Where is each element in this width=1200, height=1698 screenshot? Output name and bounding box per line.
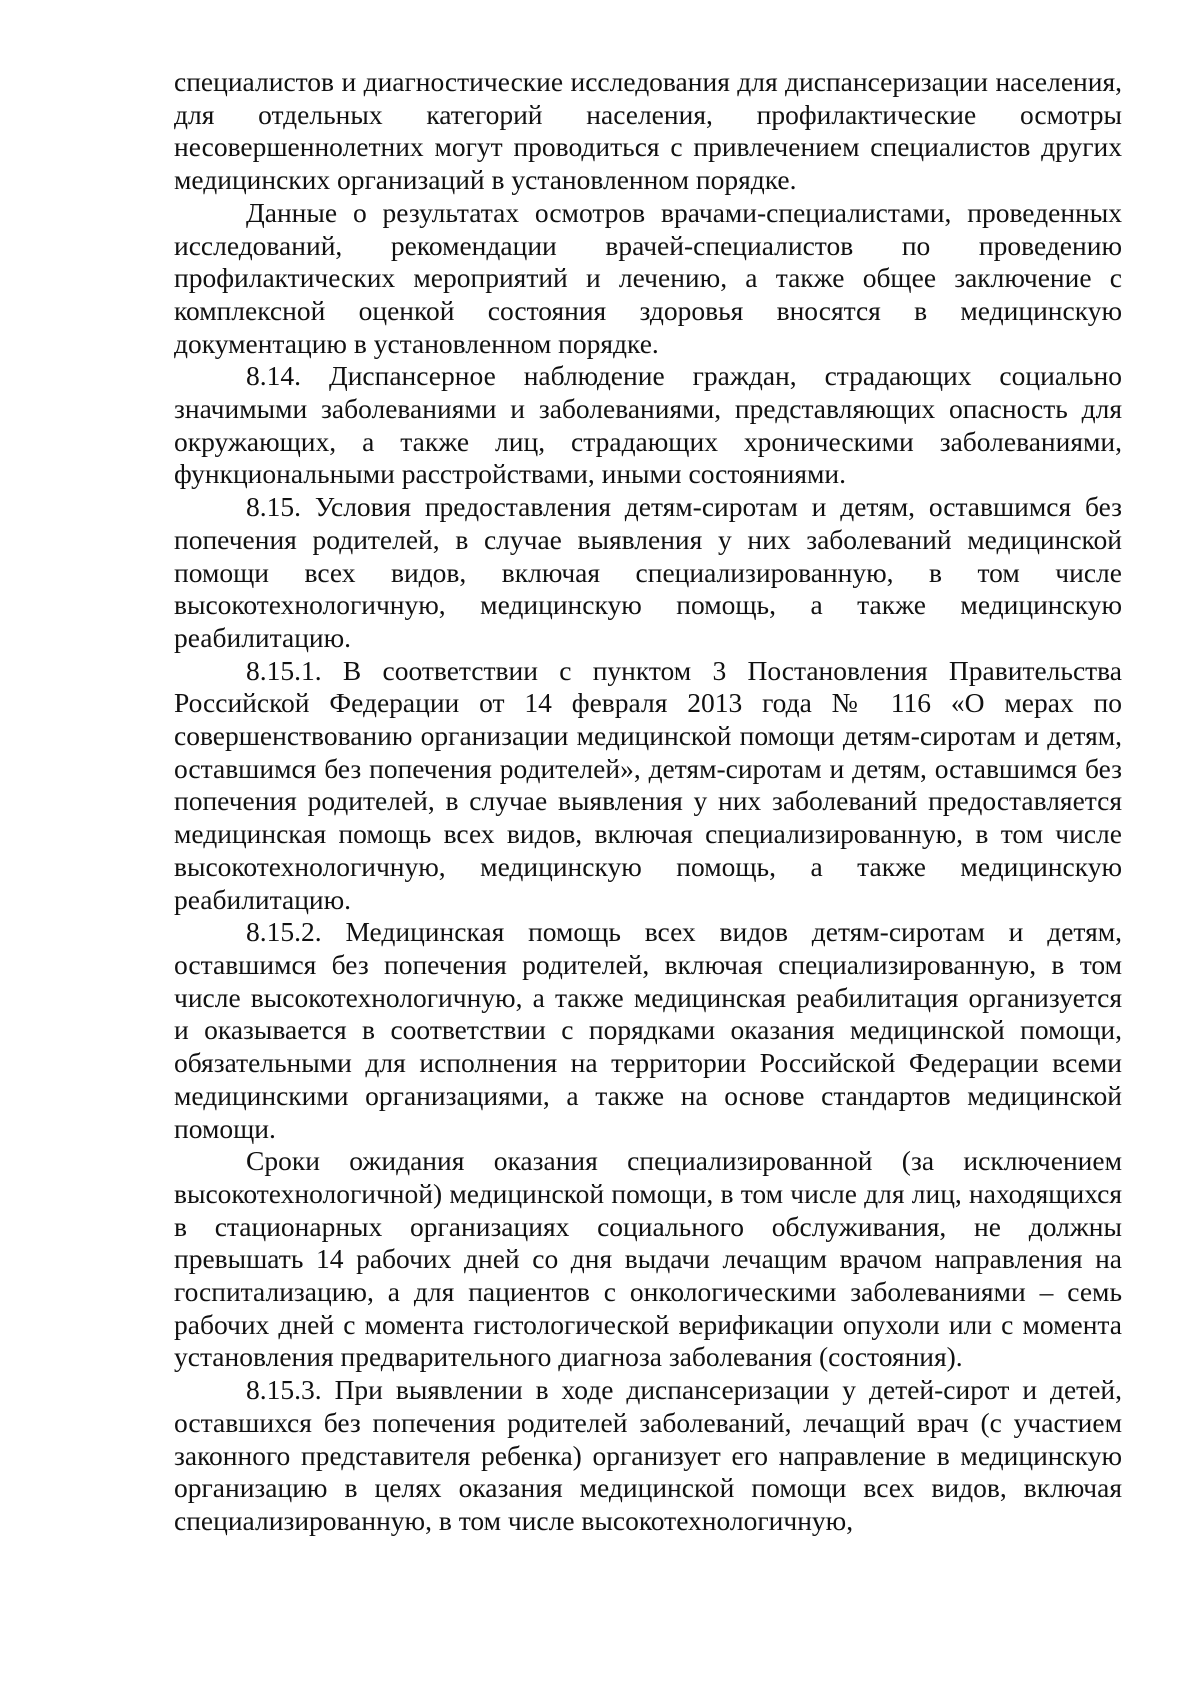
document-page [174, 66, 1122, 1538]
paragraph-examination-results: Данные о результатах осмотров врачами-специалистами, проведенных исследований, рекомендации врачей-специалистов по проведению профилактических мероприятий и лечению, а также общее заключение с комплексной оценкой состояния здоровья вносятся в медицинскую документацию в установленном порядке. [174, 196, 1122, 359]
paragraph-8-15-3: 8.15.3. При выявлении в ходе диспансеризации у детей-сирот и детей, оставшихся без попечения родителей заболеваний, лечащий врач (с участием законного представителя ребенка) организует его направление в медицинскую организацию в целях оказания медицинской помощи всех видов, включая специализированную, в том числе высокотехнологичную, [174, 1374, 1122, 1536]
paragraph-8-15: 8.15. Условия предоставления детям-сиротам и детям, оставшимся без попечения родителей, в случае выявления у них заболеваний медицинской помощи всех видов, включая специализированную, в том числе высокотехнологичную, медицинскую помощь, а также медицинскую реабилитацию. [174, 491, 1122, 653]
paragraph-waiting-periods: Сроки ожидания оказания специализированной (за исключением высокотехнологичной) медицинской помощи, в том числе для лиц, находящихся в стационарных организациях социального обслуживания, не должны превышать 14 рабочих дней со дня выдачи лечащим врачом направления на госпитализацию, а для пациентов с онкологическими заболеваниями – семь рабочих дней с момента гистологической верификации опухоли или с момента установления предварительного диагноза заболевания (состояния). [174, 1145, 1122, 1373]
paragraph-continuation: специалистов и диагностические исследования для диспансеризации населения, для отдельных категорий населения, профилактические осмотры несовершеннолетних могут проводиться с привлечением специалистов других медицинских организаций в установленном порядке. [174, 66, 1122, 196]
paragraph-8-14: 8.14. Диспансерное наблюдение граждан, страдающих социально значимыми заболеваниями и заболеваниями, представляющих опасность для окружающих, а также лиц, страдающих хроническими заболеваниями, функциональными расстройствами, иными состояниями. [174, 360, 1122, 490]
paragraph-8-15-1: 8.15.1. В соответствии с пунктом 3 Постановления Правительства Российской Федерации от 14 февраля 2013 года № 116 «О мерах по совершенствованию организации медицинской помощи детям-сиротам и детям, оставшимся без попечения родителей», детям-сиротам и детям, оставшимся без попечения родителей, в случае выявления у них заболеваний предоставляется медицинская помощь всех видов, включая специализированную, в том числе высокотехнологичную, медицинскую помощь, а также медицинскую реабилитацию. [174, 654, 1122, 915]
paragraph-8-15-2: 8.15.2. Медицинская помощь всех видов детям-сиротам и детям, оставшимся без попечения родителей, включая специализированную, в том числе высокотехнологичную, а также медицинская реабилитация организуется и оказывается в соответствии с порядками оказания медицинской помощи, обязательными для исполнения на территории Российской Федерации всеми медицинскими организациями, а также на основе стандартов медицинской помощи. [174, 916, 1122, 1144]
